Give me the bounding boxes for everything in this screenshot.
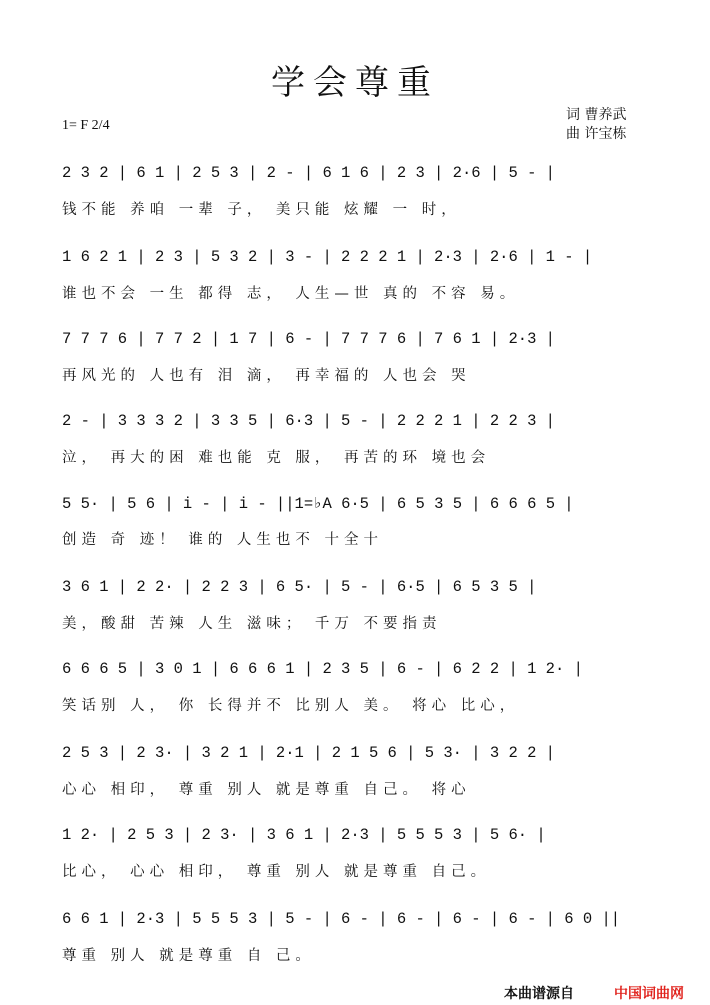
lyric-line: 心心 相印， 尊重 别人 就是尊重 自己。 将心 <box>62 782 471 798</box>
notation: 6 6 1 | 2·3 | 5 5 5 3 | 5 - | 6 - | 6 - | 6 - | 6 - | 6 0 || <box>62 910 621 928</box>
notation: 1 6 2 1 | 2 3 | 5 3 2 | 3 - | 2 2 2 1 | 2·3 | 2·6 | 1 - | <box>62 248 593 266</box>
lyric-line: 尊重 别人 就是尊重 自 己。 <box>62 948 315 964</box>
notation: 2 3 2 | 6 1 | 2 5 3 | 2 - | 6 1 6 | 2 3 | 2·6 | 5 - | <box>62 164 555 182</box>
notation: 5 5· | 5 6 | i - | i - ||1=♭A 6·5 | 6 5 3 5 | 6 6 6 5 | <box>62 495 574 513</box>
key-signature: 1= F 2/4 <box>62 118 110 133</box>
lyricist: 词 曹养武 <box>566 107 627 123</box>
lyric-line: 钱不能 养咱 一辈 子， 美只能 炫耀 一 时， <box>62 202 461 218</box>
notation: 1 2· | 2 5 3 | 2 3· | 3 6 1 | 2·3 | 5 5 5 3 | 5 6· | <box>62 826 546 844</box>
lyric-line: 比心， 心心 相印， 尊重 别人 就是尊重 自己。 <box>62 864 491 880</box>
notation: 7 7 7 6 | 7 7 2 | 1 7 | 6 - | 7 7 7 6 | 7 6 1 | 2·3 | <box>62 330 555 348</box>
source-site-link[interactable]: 中国词曲网 <box>614 986 684 1002</box>
notation: 6 6 6 5 | 3 0 1 | 6 6 6 1 | 2 3 5 | 6 - | 6 2 2 | 1 2· | <box>62 660 583 678</box>
lyric-line: 泣， 再大的困 难也能 克 服， 再苦的环 境也会 <box>62 450 491 466</box>
composer: 曲 许宝栋 <box>566 126 627 142</box>
lyric-line: 谁也不会 一生 都得 志， 人生—世 真的 不容 易。 <box>62 286 520 302</box>
lyric-line: 创造 奇 迹！ 谁的 人生也不 十全十 <box>62 532 384 548</box>
lyric-line: 再风光的 人也有 泪 滴， 再幸福的 人也会 哭 <box>62 368 471 384</box>
credits <box>566 106 626 144</box>
notation: 2 - | 3 3 3 2 | 3 3 5 | 6·3 | 5 - | 2 2 2 1 | 2 2 3 | <box>62 412 555 430</box>
notation: 2 5 3 | 2 3· | 3 2 1 | 2·1 | 2 1 5 6 | 5 3· | 3 2 2 | <box>62 744 555 762</box>
source-label: 本曲谱源自 <box>504 986 574 1002</box>
notation: 3 6 1 | 2 2· | 2 2 3 | 6 5· | 5 - | 6·5 | 6 5 3 5 | <box>62 578 537 596</box>
lyric-line: 美，酸甜 苦辣 人生 滋味； 千万 不要指责 <box>62 616 442 632</box>
song-title: 学会尊重 <box>271 63 439 103</box>
lyric-line: 笑话别 人， 你 长得并不 比别人 美。 将心 比心， <box>62 698 520 714</box>
